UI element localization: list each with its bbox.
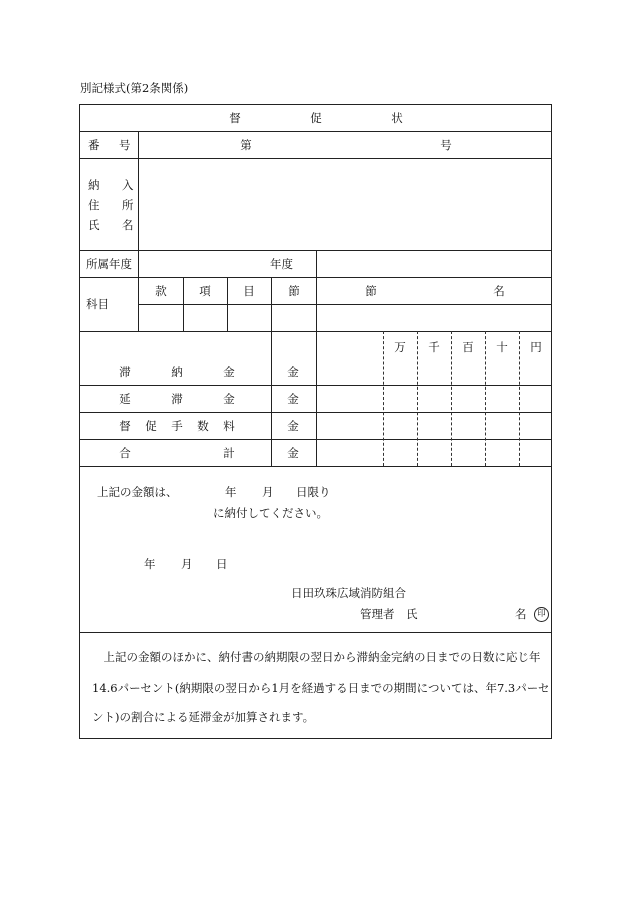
address-label: 住 (88, 198, 100, 212)
rule (138, 304, 552, 305)
digit-separator (451, 331, 452, 466)
number-go: 号 (440, 138, 452, 152)
digit-separator (519, 331, 520, 466)
fee-char: 数 (197, 419, 209, 433)
issue-day: 日 (216, 557, 228, 571)
footnote-line: 上記の金額のほかに、納付書の納期限の翌日から滞納金完納の日までの日数に応じ年 (92, 650, 541, 664)
form-caption: 別記様式(第2条関係) (80, 81, 189, 95)
subject-head-kan: 款 (155, 284, 167, 298)
delay-char: 延 (119, 392, 131, 406)
seal-icon: 印 (534, 607, 549, 622)
fee-char: 手 (171, 419, 183, 433)
number-label: 番 (88, 138, 100, 152)
payer-label: 入 (122, 178, 134, 192)
arrears-unit: 金 (287, 365, 299, 379)
number-dai: 第 (240, 138, 252, 152)
rule (80, 466, 552, 467)
digit-sen: 千 (428, 340, 440, 354)
subject-head-moku: 目 (243, 284, 255, 298)
union-name: 日田玖珠広域消防組合 (291, 586, 406, 600)
delay-char: 金 (223, 392, 235, 406)
digit-juu: 十 (496, 340, 508, 354)
rule (138, 158, 139, 250)
notice-year: 年 (225, 485, 237, 499)
digit-separator (417, 331, 418, 466)
rule (80, 158, 552, 159)
notice-form (79, 104, 552, 739)
fee-unit: 金 (287, 419, 299, 433)
rule (183, 277, 184, 331)
delay-unit: 金 (287, 392, 299, 406)
total-char: 計 (223, 446, 235, 460)
digit-en: 円 (530, 340, 542, 354)
rule (316, 331, 317, 466)
title-char: 促 (310, 111, 322, 125)
subject-label: 科目 (86, 297, 109, 311)
footnote-line: ント)の割合による延滞金が加算されます。 (92, 710, 315, 724)
rule (80, 632, 552, 633)
year-suffix: 年度 (270, 257, 293, 271)
name-label: 名 (122, 218, 134, 232)
digit-man: 万 (394, 340, 406, 354)
notice-line2: に納付してください。 (213, 506, 328, 520)
notice-day-limit: 日限り (296, 485, 331, 499)
issue-year: 年 (144, 557, 156, 571)
total-char: 合 (119, 446, 131, 460)
subject-head-setsu: 節 (288, 284, 300, 298)
rule (227, 277, 228, 331)
address-label: 所 (122, 198, 134, 212)
title-char: 督 (229, 111, 241, 125)
arrears-char: 納 (171, 365, 183, 379)
issue-month: 月 (181, 557, 193, 571)
rule (138, 277, 139, 331)
year-label: 所属年度 (86, 257, 132, 271)
rule (271, 331, 272, 466)
digit-separator (383, 331, 384, 466)
rule (316, 250, 317, 277)
arrears-char: 滞 (119, 365, 131, 379)
rule (80, 131, 552, 132)
footnote-line: 14.6パーセント(納期限の翌日から1月を経過する日までの期間については、年7.3パーセ (92, 681, 550, 695)
fee-char: 料 (223, 419, 235, 433)
rule (138, 131, 139, 158)
administrator-mei: 名 (515, 607, 527, 621)
delay-char: 滞 (171, 392, 183, 406)
notice-month: 月 (262, 485, 274, 499)
fee-char: 促 (145, 419, 157, 433)
subject-head-kou: 項 (199, 284, 211, 298)
title-char: 状 (391, 111, 403, 125)
administrator-label: 管理者 氏 (360, 607, 418, 621)
digit-hyaku: 百 (462, 340, 474, 354)
name-label: 氏 (88, 218, 100, 232)
setsumei-head: 名 (493, 284, 505, 298)
rule (271, 277, 272, 331)
arrears-char: 金 (223, 365, 235, 379)
setsumei-head: 節 (365, 284, 377, 298)
digit-separator (485, 331, 486, 466)
payer-label: 納 (88, 178, 100, 192)
notice-line1: 上記の金額は、 (97, 485, 178, 499)
rule (316, 277, 317, 331)
fee-char: 督 (119, 419, 131, 433)
rule (138, 250, 139, 277)
total-unit: 金 (287, 446, 299, 460)
number-label: 号 (119, 138, 131, 152)
